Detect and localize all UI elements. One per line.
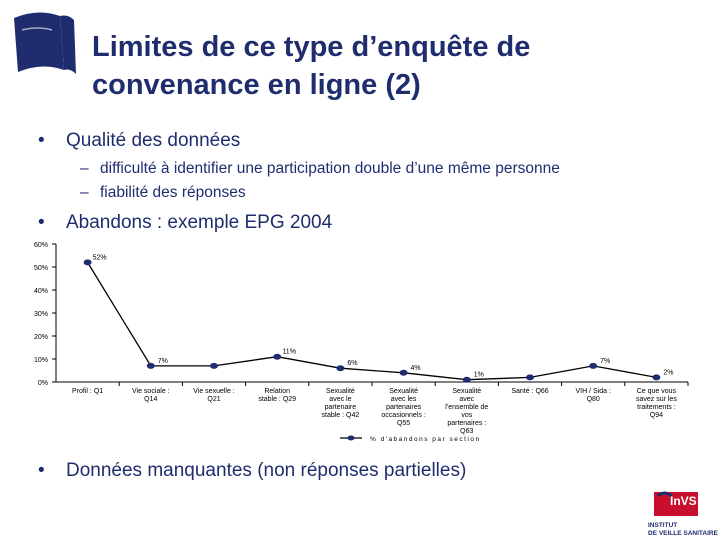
data-point: [526, 374, 534, 380]
x-tick-label-line: Q94: [649, 412, 664, 419]
sub-bullet-double-text: difficulté à identifier une participation double d’une même personne: [100, 160, 560, 177]
data-label: 52%: [92, 254, 107, 262]
dash-glyph: –: [80, 160, 89, 177]
sub-bullet-reliability: [80, 184, 246, 202]
y-tick-label: 40%: [33, 288, 48, 295]
slide-title-line1: Limites de ce type d’enquête de: [92, 31, 531, 63]
x-tick-label-line: Q63: [460, 428, 474, 435]
data-label: 2%: [663, 369, 674, 377]
data-point: [147, 363, 155, 369]
data-label: 4%: [410, 364, 421, 372]
bullet-quality: [38, 130, 240, 152]
x-tick-label-line: partenaire: [324, 404, 357, 411]
x-tick-label-line: vos: [461, 412, 473, 419]
sub-bullet-double: [80, 160, 560, 178]
x-tick-label: [132, 388, 170, 403]
y-tick-label: 60%: [33, 242, 48, 249]
flag-icon: [8, 0, 78, 80]
y-tick-label: 10%: [33, 357, 48, 364]
x-tick-label-line: stable : Q29: [258, 396, 297, 403]
slide-title-line2: convenance en ligne (2): [92, 69, 421, 101]
x-tick-label-line: Q21: [207, 396, 221, 403]
sub-bullet-reliability-text: fiabilité des réponses: [100, 184, 246, 201]
data-label: 1%: [473, 371, 484, 379]
dash-glyph: –: [80, 184, 89, 201]
x-tick-label: [381, 388, 425, 427]
x-tick-label-line: Ce que vous: [636, 388, 677, 395]
data-label: 7%: [157, 357, 168, 365]
x-tick-label-line: Vie sociale :: [131, 388, 170, 395]
x-tick-label-line: avec le: [329, 396, 352, 403]
x-tick-label-line: Santé : Q66: [511, 388, 549, 395]
x-tick-label-line: partenaires: [386, 404, 422, 411]
x-tick-label: [575, 388, 610, 403]
data-point: [589, 363, 597, 369]
x-tick-label: [636, 388, 677, 419]
abandons-line-chart: [0, 232, 728, 452]
data-point: [273, 354, 281, 360]
slide-title: [92, 28, 712, 104]
x-tick-label-line: partenaires :: [447, 420, 487, 427]
legend-label: % d'abandons par section: [370, 436, 481, 443]
invs-logo-caption: [648, 522, 718, 538]
invs-logo-mark: InVS: [670, 494, 697, 508]
x-tick-label-line: Q55: [396, 420, 411, 427]
bullet-missing-text: Données manquantes (non réponses partielles): [66, 460, 467, 481]
data-label: 6%: [347, 360, 358, 368]
legend-marker: [348, 436, 355, 441]
bullet-glyph: •: [38, 460, 45, 481]
x-tick-label-line: Q80: [586, 396, 600, 403]
data-point: [400, 370, 408, 376]
x-tick-label-line: Relation: [264, 388, 291, 395]
x-tick-label: [72, 388, 103, 395]
x-tick-label-line: Sexualité: [452, 388, 482, 395]
bullet-glyph: •: [38, 130, 45, 151]
y-tick-label: 30%: [33, 311, 48, 318]
y-tick-label: 50%: [33, 265, 48, 272]
bullet-missing: [38, 460, 466, 482]
x-tick-label-line: avec: [459, 396, 475, 403]
x-tick-label: [322, 388, 360, 419]
series-line: [88, 262, 657, 379]
x-tick-label-line: Sexualité: [389, 388, 418, 395]
data-label: 11%: [282, 348, 296, 356]
bullet-abandons: [38, 212, 332, 234]
x-tick-label-line: Vie sexuelle :: [193, 388, 235, 395]
data-point: [336, 365, 344, 371]
x-tick-label-line: stable : Q42: [321, 412, 360, 419]
x-tick-label-line: Profil : Q1: [72, 388, 104, 395]
x-tick-label: [445, 388, 488, 435]
data-point: [210, 363, 218, 369]
bullet-quality-text: Qualité des données: [66, 130, 241, 151]
invs-caption-line1: INSTITUT: [648, 522, 678, 529]
data-point: [652, 374, 660, 380]
x-tick-label: [193, 388, 235, 403]
y-tick-label: 0%: [37, 380, 48, 387]
data-point: [84, 259, 92, 265]
bullet-glyph: •: [38, 212, 45, 233]
x-tick-label: [258, 388, 296, 403]
invs-caption-line2: DE VEILLE SANITAIRE: [648, 530, 718, 537]
x-tick-label-line: occasionnels :: [381, 412, 426, 419]
x-tick-label-line: Sexualité: [326, 388, 355, 395]
y-tick-label: 20%: [33, 334, 48, 341]
x-tick-label-line: avec les: [390, 396, 417, 403]
data-label: 7%: [600, 357, 611, 365]
x-tick-label-line: VIH / Sida :: [575, 388, 611, 395]
x-tick-label-line: Q14: [144, 396, 158, 403]
bullet-abandons-text: Abandons : exemple EPG 2004: [66, 212, 333, 233]
x-tick-label-line: l'ensemble de: [445, 404, 489, 411]
data-point: [463, 377, 471, 383]
x-tick-label-line: traitements :: [637, 404, 676, 411]
x-tick-label-line: savez sur les: [635, 396, 677, 403]
x-tick-label: [511, 388, 548, 395]
